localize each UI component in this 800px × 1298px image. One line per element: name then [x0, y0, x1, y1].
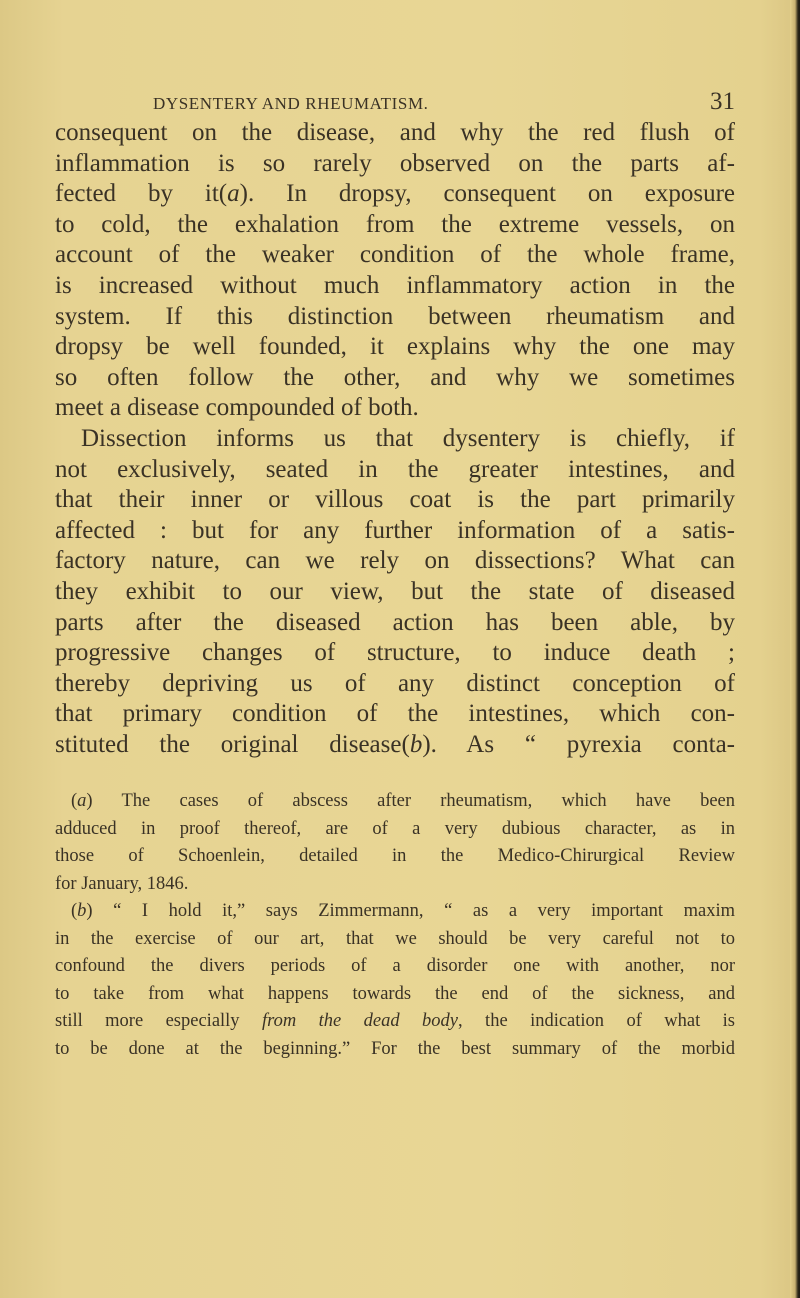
- footnote-line: [55, 953, 735, 981]
- body-line: [55, 669, 735, 700]
- text-run: not exclusively, seated in the greater intestines, and: [55, 455, 735, 483]
- text-run: so often follow the other, and why we sometimes: [55, 363, 735, 391]
- text-run: progressive changes of structure, to induce death ;: [55, 639, 735, 667]
- footnotes: [55, 788, 735, 1063]
- text-run: affected : but for any further information of a satis-: [55, 516, 735, 544]
- body-line: [55, 363, 735, 394]
- page-header: [55, 88, 735, 118]
- body-line: [55, 424, 735, 455]
- text-run: ). As “ pyrexia conta-: [422, 730, 735, 758]
- body-text: [55, 118, 735, 760]
- footnote-line: [55, 788, 735, 816]
- italic-text: a: [77, 791, 87, 811]
- text-run: for January, 1846.: [55, 873, 189, 894]
- text-run: meet a disease compounded of both.: [55, 394, 419, 422]
- text-run: is increased without much inflammatory action in the: [55, 271, 735, 299]
- text-run: stituted the original disease(: [55, 730, 410, 758]
- body-line: [55, 638, 735, 669]
- italic-text: a: [227, 180, 240, 208]
- body-line: [55, 516, 735, 547]
- text-run: account of the weaker condition of the whole frame,: [55, 241, 735, 269]
- body-line: [55, 271, 735, 302]
- body-line: [55, 577, 735, 608]
- text-run: thereby depriving us of any distinct conception of: [55, 669, 735, 697]
- footnote-line: [55, 926, 735, 954]
- body-line: [55, 455, 735, 486]
- text-run: ) The cases of abscess after rheumatism, which have been: [86, 791, 735, 811]
- text-run: system. If this distinction between rheumatism and: [55, 302, 735, 330]
- text-run: Dissection informs us that dysentery is chiefly, if: [81, 424, 735, 452]
- footnote-line: [55, 981, 735, 1009]
- body-line: [55, 332, 735, 363]
- running-title: DYSENTERY AND RHEUMATISM.: [153, 94, 429, 113]
- text-run: in the exercise of our art, that we should be very careful not to: [55, 928, 735, 949]
- text-run: , the indication of what is: [458, 1011, 735, 1031]
- text-run: still more especially: [55, 1011, 262, 1031]
- footnote-line: [55, 871, 735, 899]
- text-run: that their inner or villous coat is the part primarily: [55, 486, 735, 514]
- text-run: to cold, the exhalation from the extreme vessels, on: [55, 210, 735, 238]
- text-run: factory nature, can we rely on dissections? What can: [55, 547, 735, 575]
- text-run: that primary condition of the intestines, which con-: [55, 700, 735, 728]
- body-line: [55, 546, 735, 577]
- italic-text: from the dead body: [261, 1011, 459, 1031]
- text-run: ). In dropsy, consequent on exposure: [239, 180, 736, 208]
- text-run: (: [71, 901, 78, 921]
- text-run: those of Schoenlein, detailed in the Medico-Chirurgical Review: [55, 846, 735, 866]
- text-run: dropsy be well founded, it explains why the one may: [55, 333, 735, 361]
- text-run: to be done at the beginning.” For the best summary of the morbid: [55, 1038, 735, 1059]
- italic-text: b: [409, 730, 423, 758]
- body-line: [55, 302, 735, 333]
- page-edge-shadow: [790, 0, 800, 1298]
- body-line: [55, 608, 735, 639]
- text-run: they exhibit to our view, but the state of diseased: [55, 577, 735, 605]
- body-line: [55, 485, 735, 516]
- text-run: consequent on the disease, and why the red flush of: [55, 119, 735, 146]
- text-run: (: [71, 791, 78, 811]
- body-line: [55, 179, 735, 210]
- page-number: 31: [710, 88, 735, 115]
- footnote-line: [55, 843, 735, 871]
- footnote-line: [55, 1008, 735, 1036]
- footnote-line: [55, 1036, 735, 1064]
- body-line: [55, 118, 735, 149]
- text-run: ) “ I hold it,” says Zimmermann, “ as a very important maxim: [86, 901, 735, 921]
- body-line: [55, 210, 735, 241]
- text-run: fected by it(: [55, 180, 228, 208]
- text-run: parts after the diseased action has been able, by: [55, 608, 735, 636]
- text-run: to take from what happens towards the end of the sickness, and: [55, 983, 735, 1004]
- footnote-line: [55, 816, 735, 844]
- body-line: [55, 393, 735, 424]
- body-line: [55, 149, 735, 180]
- text-run: inflammation is so rarely observed on the parts af-: [55, 149, 735, 177]
- text-run: confound the divers periods of a disorder one with another, nor: [55, 956, 735, 976]
- body-line: [55, 730, 735, 761]
- italic-text: b: [77, 901, 87, 921]
- text-run: adduced in proof thereof, are of a very dubious character, as in: [55, 818, 735, 839]
- footnote-line: [55, 898, 735, 926]
- body-line: [55, 699, 735, 730]
- body-line: [55, 240, 735, 271]
